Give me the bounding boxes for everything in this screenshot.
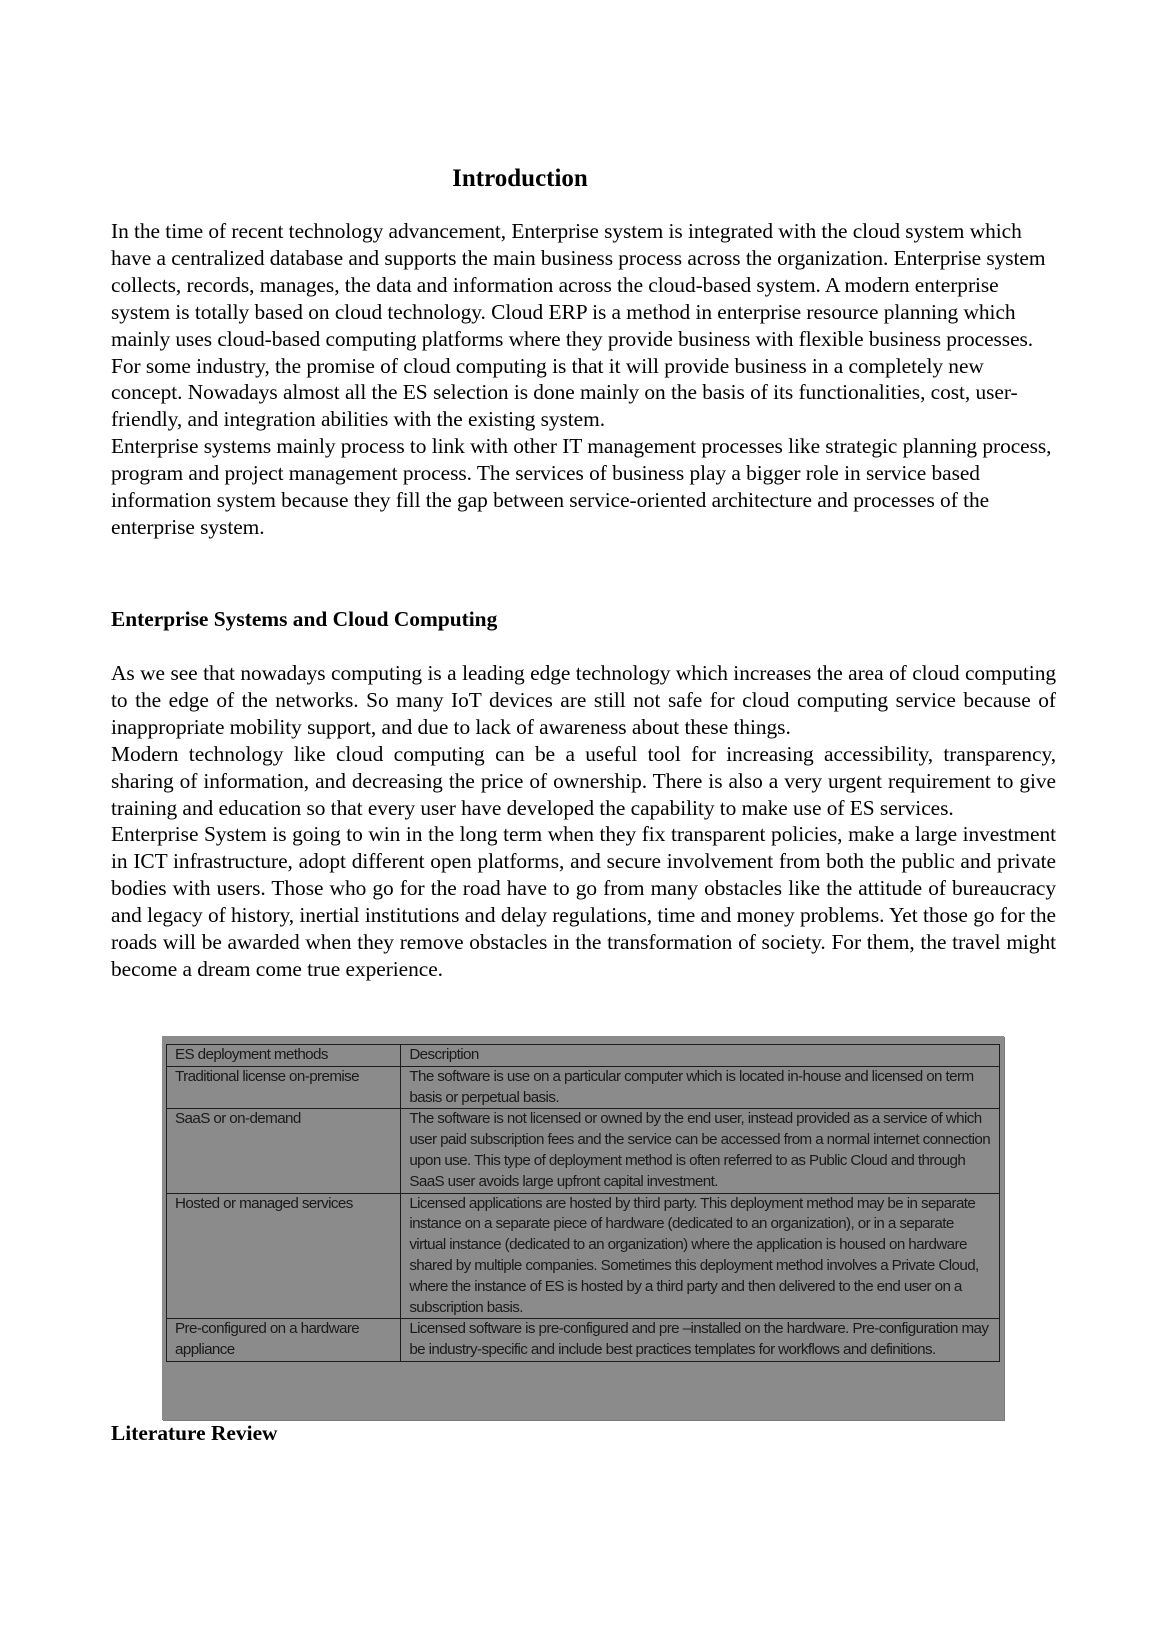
description-cell: The software is use on a particular computer which is located in-house and licensed on term basis or perpetual basis. xyxy=(401,1066,1000,1109)
table-row xyxy=(167,1066,1000,1109)
cloud-section xyxy=(111,660,1056,983)
description-cell: Licensed applications are hosted by third party. This deployment method may be in separate instance on a separate piece of hardware (dedicated to an organization), or in a separate virtual instance (dedicated to an organization) where the application is housed on hardware shared by multiple companies. Sometimes this deployment method involves a Private Cloud, where the instance of ES is hosted by a third party and then delivered to the end user on a subscription basis. xyxy=(401,1193,1000,1319)
table-row xyxy=(167,1319,1000,1362)
table-header-row xyxy=(167,1045,1000,1067)
description-cell: Licensed software is pre-configured and pre –installed on the hardware. Pre-configuration may be industry-specific and include best practices templates for workflows and definitions. xyxy=(401,1319,1000,1362)
intro-paragraph-2: Enterprise systems mainly process to link with other IT management processes like strategic planning process, program and project management process. The services of business play a bigger role in service based information system because they fill the gap between service-oriented architecture and processes of the enterprise system. xyxy=(111,434,1052,539)
deployment-methods-table-image xyxy=(162,1036,1004,1420)
intro-section xyxy=(111,218,1056,541)
method-cell: Hosted or managed services xyxy=(167,1193,401,1319)
section-heading: Enterprise Systems and Cloud Computing xyxy=(111,607,498,631)
table-row xyxy=(167,1109,1000,1193)
method-cell: Pre-configured on a hardware appliance xyxy=(167,1319,401,1362)
intro-paragraph-1: In the time of recent technology advancement, Enterprise system is integrated with the cloud system which have a centralized database and supports the main business process across the organization. Enterprise system collects, records, manages, the data and information across the cloud-based system. A modern enterprise system is totally based on cloud technology. Cloud ERP is a method in enterprise resource planning which mainly uses cloud-based computing platforms where they provide business with flexible business processes. For some industry, the promise of cloud computing is that it will provide business in a completely new concept. Nowadays almost all the ES selection is done mainly on the basis of its functionalities, cost, user-friendly, and integration abilities with the existing system. xyxy=(111,219,1046,432)
method-cell: SaaS or on-demand xyxy=(167,1109,401,1193)
deployment-methods-table xyxy=(166,1044,1000,1362)
section-paragraph-3: Enterprise System is going to win in the long term when they fix transparent policies, make a large investment in ICT infrastructure, adopt different open platforms, and secure involvement from both the public and private bodies with users. Those who go for the road have to go from many obstacles like the attitude of bureaucracy and legacy of history, inertial institutions and delay regulations, time and money problems. Yet those go for the roads will be awarded when they remove obstacles in the transformation of society. For them, the travel might become a dream come true experience. xyxy=(111,822,1056,981)
table-row xyxy=(167,1193,1000,1319)
page-title: Introduction xyxy=(452,165,588,192)
method-cell: Traditional license on-premise xyxy=(167,1066,401,1109)
description-cell: The software is not licensed or owned by the end user, instead provided as a service of which user paid subscription fees and the service can be accessed from a normal internet connection upon use. This type of deployment method is often referred to as Public Cloud and through SaaS user avoids large upfront capital investment. xyxy=(401,1109,1000,1193)
section-paragraph-1: As we see that nowadays computing is a leading edge technology which increases the area of cloud computing to the edge of the networks. So many IoT devices are still not safe for cloud computing service because of inappropriate mobility support, and due to lack of awareness about these things. xyxy=(111,661,1056,739)
section-paragraph-2: Modern technology like cloud computing can be a useful tool for increasing accessibility, transparency, sharing of information, and decreasing the price of ownership. There is also a very urgent requirement to give training and education so that every user have developed the capability to make use of ES services. xyxy=(111,741,1056,820)
literature-review-heading: Literature Review xyxy=(111,1421,278,1445)
column-header-description: Description xyxy=(401,1045,1000,1067)
column-header-method: ES deployment methods xyxy=(167,1045,401,1067)
